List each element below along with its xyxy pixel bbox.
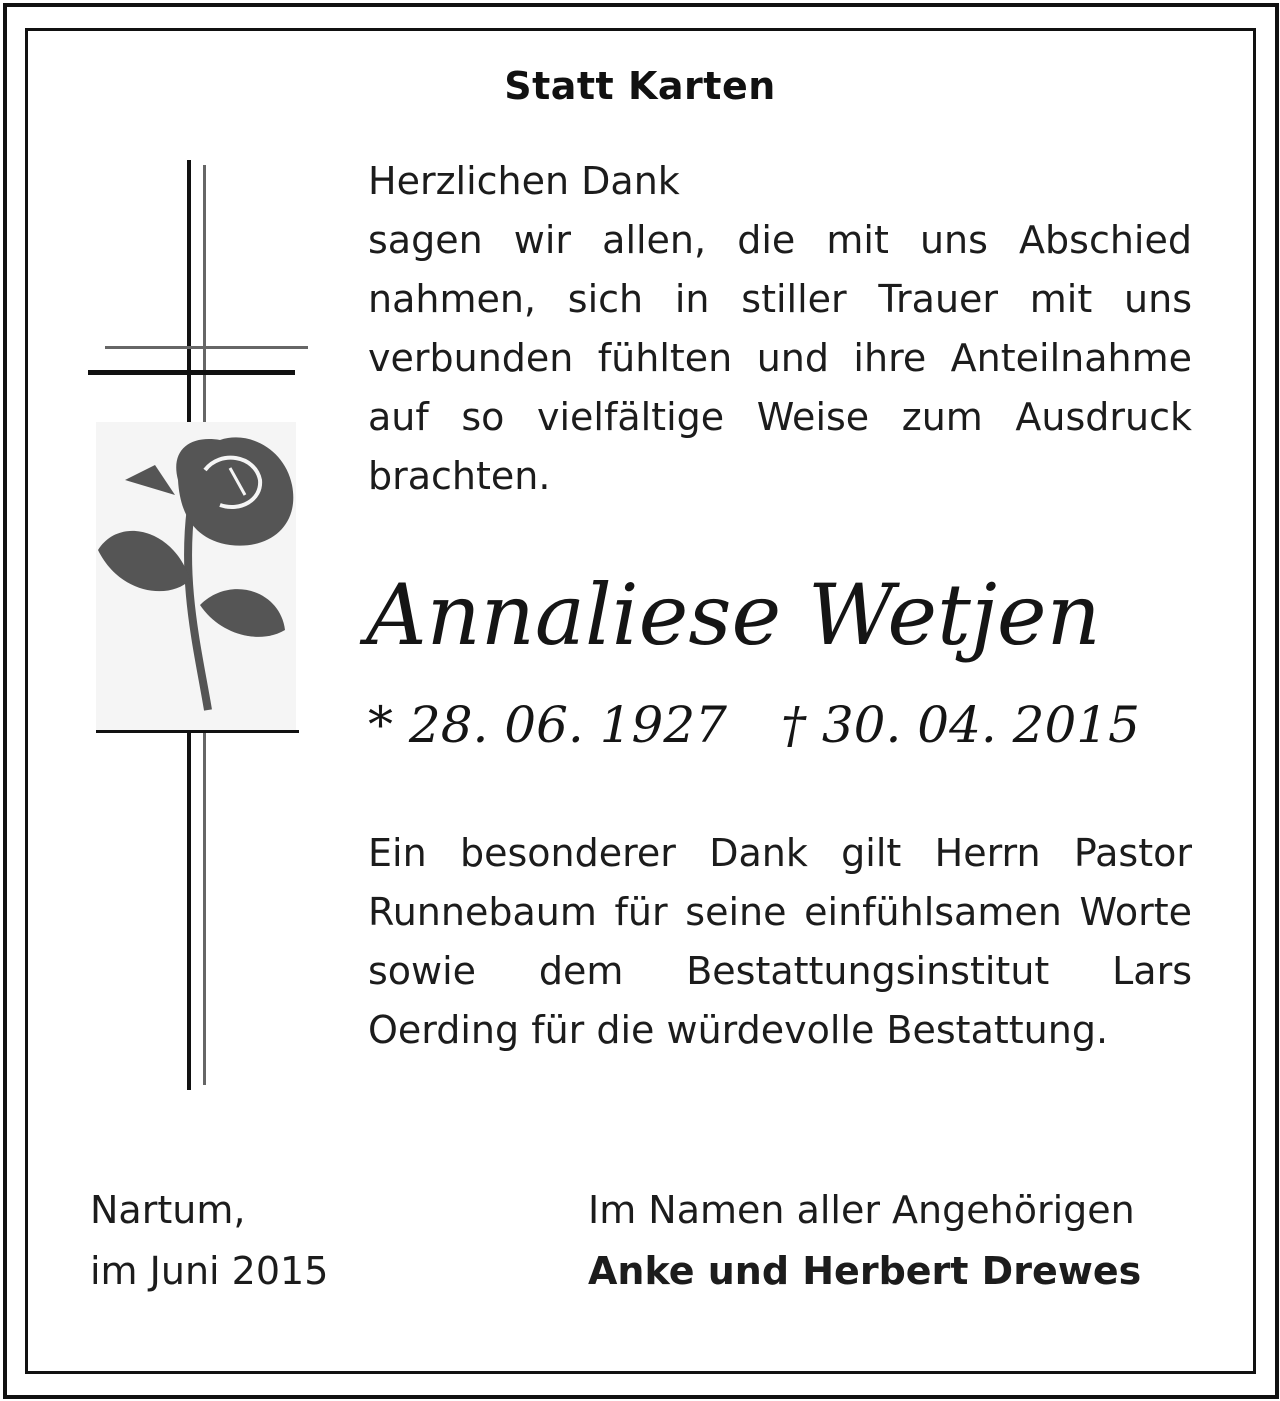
deceased-name: Annaliese Wetjen bbox=[366, 566, 1101, 664]
place: Nartum, bbox=[90, 1188, 246, 1232]
thanks-title: Herzlichen Dank bbox=[368, 159, 680, 203]
place-and-date bbox=[90, 1180, 328, 1302]
signature-block bbox=[588, 1180, 1141, 1302]
date: im Juni 2015 bbox=[90, 1249, 329, 1293]
thanks-body: sagen wir allen, die mit uns Abschied nahmen, sich in stiller Trauer mit uns verbunden fühlten und ihre Anteilnahme auf so vielfältige Weise zum Ausdruck brachten. bbox=[368, 218, 1192, 498]
special-thanks-paragraph: Ein besonderer Dank gilt Herrn Pastor Runnebaum für seine einfühlsamen Worte sowie dem Bestattungsinstitut Lars Oerding für die würdevolle Bestattung. bbox=[368, 831, 1192, 1052]
signature-names: Anke und Herbert Drewes bbox=[588, 1249, 1142, 1293]
thanks-paragraph bbox=[368, 152, 1192, 506]
notice-heading: Statt Karten bbox=[504, 64, 776, 108]
cross-with-rose-icon bbox=[80, 150, 320, 1100]
signature-intro: Im Namen aller Angehörigen bbox=[588, 1188, 1135, 1232]
life-dates bbox=[368, 690, 1198, 760]
death-date: † 30. 04. 2015 bbox=[780, 696, 1140, 754]
birth-date: * 28. 06. 1927 bbox=[368, 696, 727, 754]
